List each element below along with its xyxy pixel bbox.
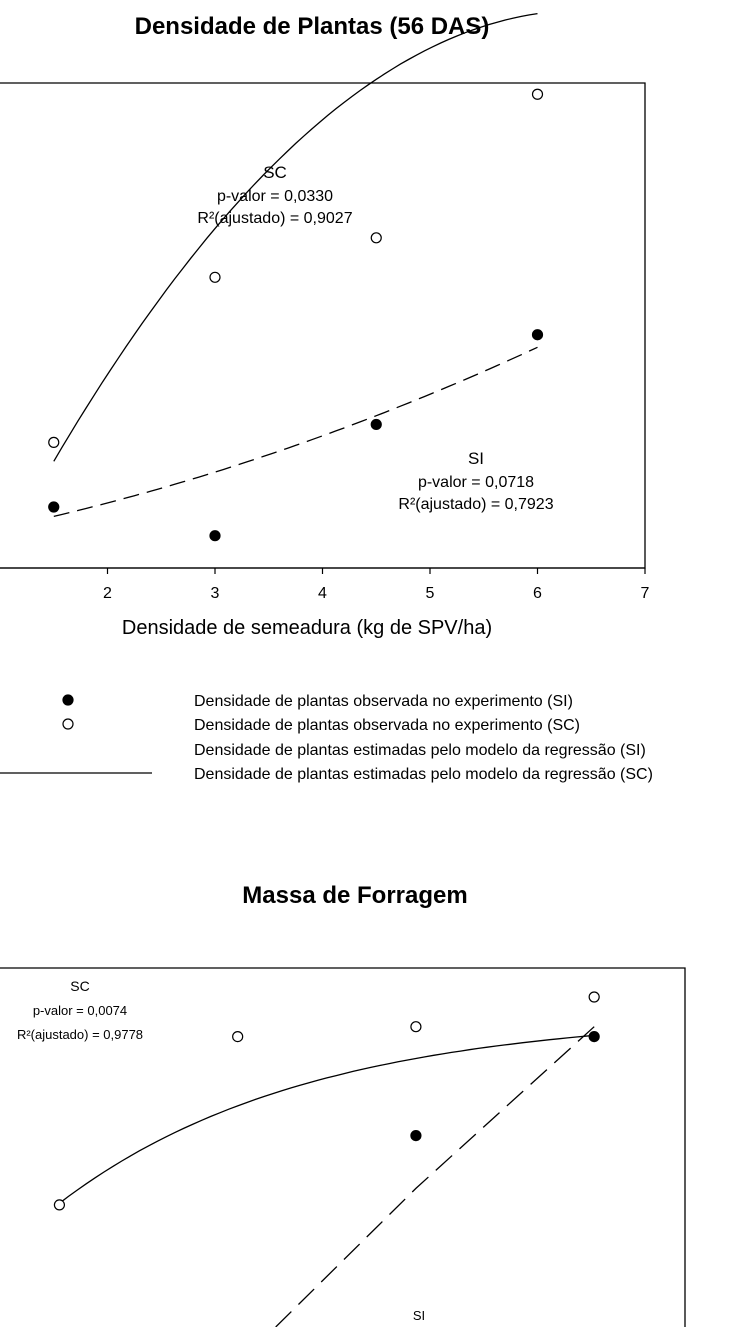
x-axis-ticks — [0, 568, 650, 602]
sc-data-point — [371, 233, 381, 243]
si-regression-line — [276, 1027, 595, 1327]
sc-data-point — [210, 272, 220, 282]
chart-title: Densidade de Plantas (56 DAS) — [134, 13, 490, 40]
chart-massa-forragem — [0, 882, 685, 1327]
legend-symbol-filled-circle — [63, 695, 73, 705]
sc-regression-line — [59, 1035, 594, 1203]
chart-densidade-plantas — [0, 13, 653, 783]
x-tick-label: 6 — [533, 585, 542, 602]
si-annotation-title: SI — [412, 1308, 426, 1323]
sc-annotation-r2: R²(ajustado) = 0,9027 — [197, 210, 353, 227]
x-axis-label: Densidade de semeadura (kg de SPV/ha) — [121, 617, 493, 639]
x-tick-label: 3 — [210, 585, 220, 602]
sc-annotation-pvalue: p-valor = 0,0074 — [32, 1003, 128, 1018]
sc-annotation-pvalue: p-valor = 0,0330 — [216, 188, 334, 205]
x-tick-label: 2 — [103, 585, 112, 602]
legend-label-sc-observed: Densidade de plantas observada no experimento (SC) — [194, 717, 581, 734]
sc-annotation-title: SC — [263, 163, 287, 182]
sc-annotation — [197, 163, 352, 227]
si-data-point — [411, 1131, 421, 1141]
chart-title: Massa de Forragem — [242, 882, 468, 909]
sc-data-point — [589, 992, 599, 1002]
sc-annotation — [17, 978, 143, 1042]
x-tick-label: 7 — [640, 585, 650, 602]
si-annotation-r2: R²(ajustado) = 0,7923 — [398, 496, 554, 513]
sc-regression-line — [54, 14, 538, 462]
sc-annotation-title: SC — [70, 978, 90, 994]
sc-data-point — [533, 89, 543, 99]
legend — [0, 693, 653, 783]
si-annotation-pvalue: p-valor = 0,0718 — [417, 474, 535, 491]
data-points — [54, 992, 599, 1210]
plot-frame — [0, 968, 685, 1327]
si-annotation — [398, 449, 553, 513]
si-data-point — [371, 419, 381, 429]
x-tick-label: 5 — [425, 585, 435, 602]
sc-annotation-r2: R²(ajustado) = 0,9778 — [16, 1027, 144, 1042]
sc-data-point — [49, 437, 59, 447]
si-data-point — [533, 330, 543, 340]
legend-label-si-estimated: Densidade de plantas estimadas pelo modelo da regressão (SI) — [194, 742, 646, 759]
si-data-point — [589, 1032, 599, 1042]
legend-label-sc-estimated: Densidade de plantas estimadas pelo modelo da regressão (SC) — [194, 766, 653, 783]
si-data-point — [49, 502, 59, 512]
sc-data-point — [54, 1200, 64, 1210]
sc-data-point — [233, 1032, 243, 1042]
si-regression-line — [54, 347, 538, 516]
legend-label-si-observed: Densidade de plantas observada no experimento (SI) — [194, 693, 573, 710]
sc-data-point — [411, 1022, 421, 1032]
data-points — [49, 89, 543, 540]
legend-symbol-open-circle — [63, 719, 73, 729]
si-data-point — [210, 531, 220, 541]
x-tick-label: 4 — [318, 585, 327, 602]
si-annotation-title: SI — [467, 449, 485, 468]
